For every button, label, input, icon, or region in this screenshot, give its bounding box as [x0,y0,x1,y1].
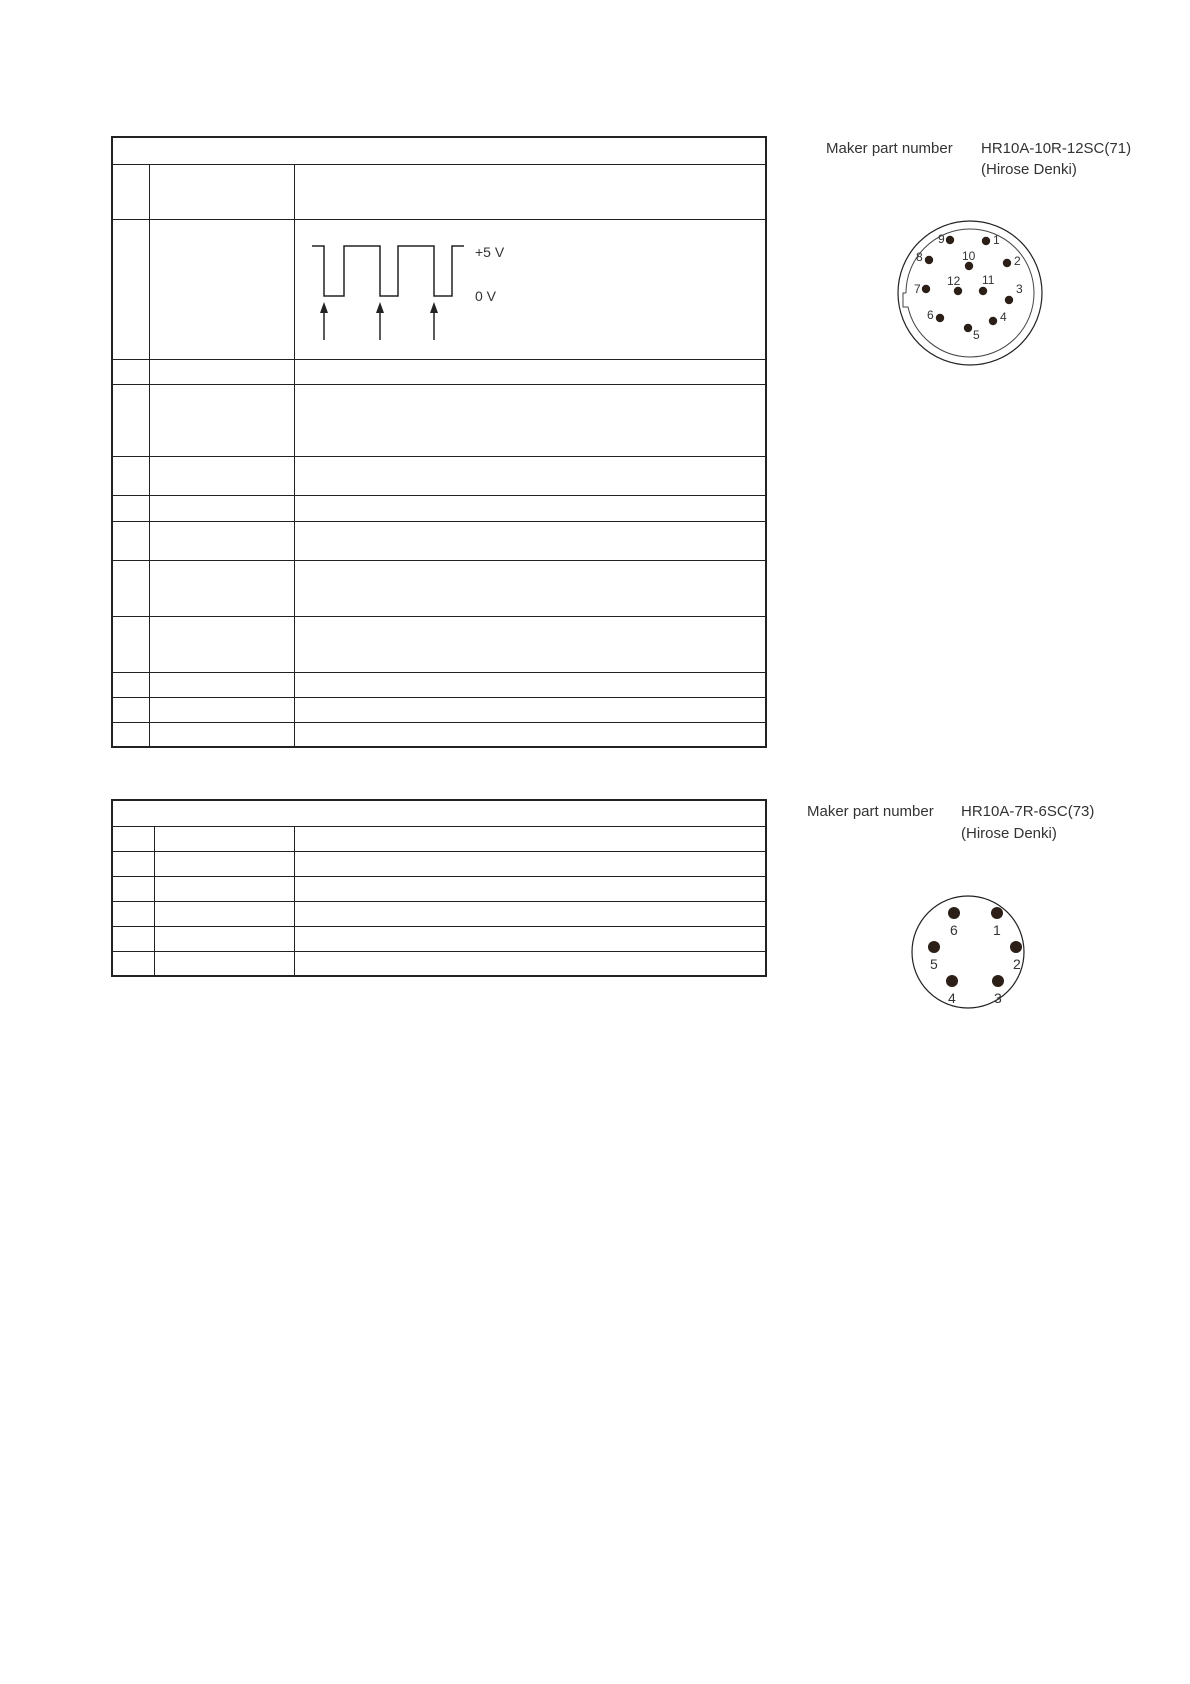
waveform-high-label: +5 V [475,244,505,260]
pin-dot [925,256,933,264]
pin-dot [1003,259,1011,267]
table-row [113,698,765,723]
table-row [113,952,765,977]
pin-dot [965,262,973,270]
pin-label: 1 [993,922,1001,938]
pin-dot [946,236,954,244]
table-row [113,927,765,952]
connector-6-pin-diagram [908,892,1028,1012]
pin-label: 1 [993,233,1000,247]
pin-label: 10 [962,249,976,263]
pin-dot [1005,296,1013,304]
part-number-value: HR10A-10R-12SC(71) [981,140,1132,157]
pin-dot [946,975,958,987]
column-divider [149,165,150,746]
table-1-header-row [113,138,765,165]
pin-label: 2 [1014,254,1021,268]
pin-dot [928,941,940,953]
pin-dot [992,975,1004,987]
pin-table-1 [111,136,767,748]
table-row [113,723,765,748]
table-row [113,877,765,902]
pin-label: 4 [948,990,956,1006]
pin-label: 11 [982,273,995,287]
column-divider [294,827,295,975]
table-row [113,457,765,496]
pin-label: 3 [994,990,1002,1006]
pin-dot [948,907,960,919]
column-divider [294,165,295,746]
pin-label: 6 [950,922,958,938]
table-row [113,902,765,927]
pin-dot [954,287,962,295]
pin-label: 4 [1000,310,1007,324]
pin-dot [989,317,997,325]
arrow-up-icon [320,302,328,340]
table-2-header-row [113,801,765,827]
pin-label: 8 [916,250,923,264]
pin-label: 7 [914,282,921,296]
pin-label: 3 [1016,282,1023,296]
pin-dot [936,314,944,322]
connector-12-pin-diagram [895,215,1045,370]
waveform-low-label: 0 V [475,288,497,304]
maker-part-number-label: Maker part number [826,140,953,157]
pin-dot [991,907,1003,919]
table-row [113,561,765,617]
pin-label: 5 [973,328,980,342]
pin-label: 2 [1013,956,1021,972]
arrow-up-icon [430,302,438,340]
pin-label: 9 [938,232,945,246]
pin-dot [964,324,972,332]
pin-label: 5 [930,956,938,972]
pin-dot [979,287,987,295]
maker-name: (Hirose Denki) [981,161,1077,178]
table-row [113,496,765,522]
pin-label: 12 [947,274,961,288]
pin-table-2 [111,799,767,977]
part-number-value: HR10A-7R-6SC(73) [961,803,1095,820]
maker-name: (Hirose Denki) [961,825,1057,842]
table-row [113,617,765,673]
column-divider [154,827,155,975]
maker-part-number-label: Maker part number [807,803,934,820]
pin-dot [922,285,930,293]
table-row [113,360,765,385]
table-row [113,165,765,220]
arrow-up-icon [376,302,384,340]
pin-dot [982,237,990,245]
table-row [113,522,765,561]
pin-dot [1010,941,1022,953]
table-row [113,827,765,852]
pin-label: 6 [927,308,934,322]
table-row [113,852,765,877]
table-row [113,673,765,698]
table-row [113,385,765,457]
